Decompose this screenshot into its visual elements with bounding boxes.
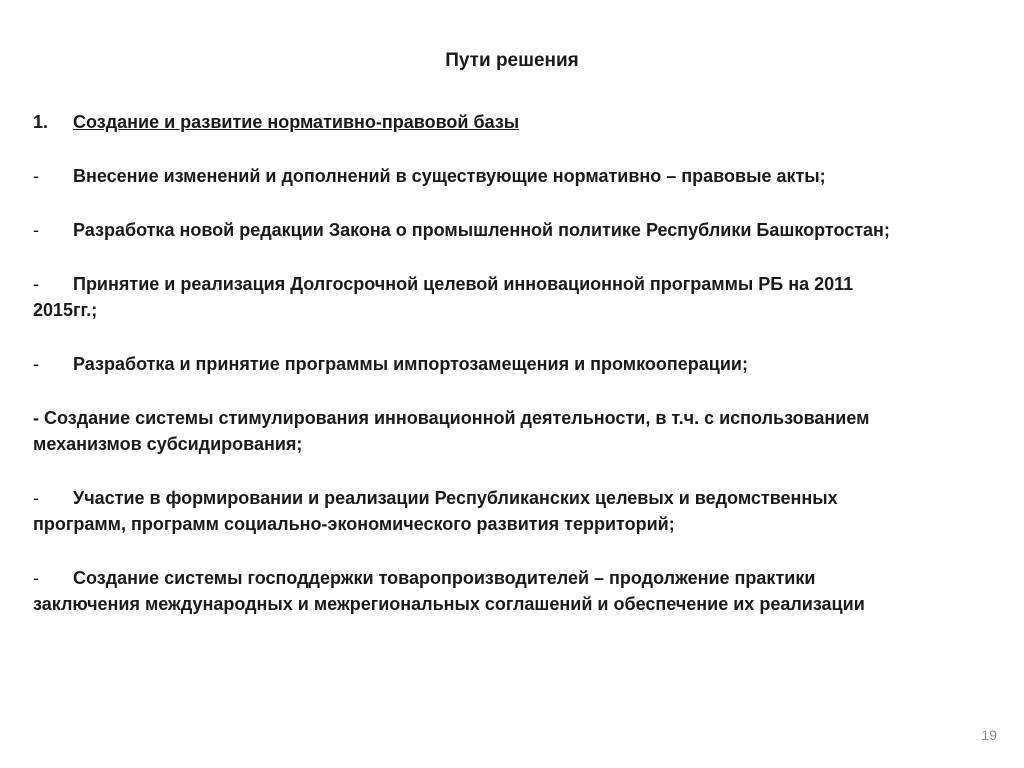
section-heading xyxy=(33,109,993,135)
list-item-text: Разработка и принятие программы импортозамещения и промкооперации; xyxy=(73,354,748,374)
list-item xyxy=(33,485,993,537)
page-number: 19 xyxy=(981,727,997,743)
list-item-text: - Создание системы стимулирования инновационной деятельности, в т.ч. с использованием xyxy=(33,408,870,428)
list-item xyxy=(33,351,993,377)
list-item-marker: - xyxy=(33,166,39,186)
list-item xyxy=(33,405,993,457)
list-item-text: Принятие и реализация Долгосрочной целевой инновационной программы РБ на 2011 xyxy=(73,274,854,294)
list-item xyxy=(33,565,993,617)
list-item-continuation: заключения международных и межрегиональных соглашений и обеспечение их реализации xyxy=(33,594,865,614)
list-item-continuation: 2015гг.; xyxy=(33,300,98,320)
list-item-marker: - xyxy=(33,220,39,240)
list-item xyxy=(33,217,993,243)
list-item-text: Создание системы господдержки товаропроизводителей – продолжение практики xyxy=(73,568,816,588)
slide-title: Пути решения xyxy=(445,50,579,71)
list-item-text: Внесение изменений и дополнений в существующие нормативно – правовые акты; xyxy=(73,166,826,186)
list-item-text: Участие в формировании и реализации Республиканских целевых и ведомственных xyxy=(73,488,838,508)
list-item-continuation: механизмов субсидирования; xyxy=(33,434,303,454)
list-item-marker: - xyxy=(33,568,39,588)
section-number: 1. xyxy=(33,112,49,132)
list-item xyxy=(33,271,993,323)
section-heading-text: Создание и развитие нормативно-правовой базы xyxy=(73,112,520,132)
list-item-continuation: программ, программ социально-экономического развития территорий; xyxy=(33,514,675,534)
slide-content xyxy=(33,109,993,617)
list-item-text: Разработка новой редакции Закона о промышленной политике Республики Башкортостан; xyxy=(73,220,890,240)
list-item xyxy=(33,163,993,189)
list-item-marker: - xyxy=(33,274,39,294)
list-item-marker: - xyxy=(33,488,39,508)
list-item-marker: - xyxy=(33,354,39,374)
